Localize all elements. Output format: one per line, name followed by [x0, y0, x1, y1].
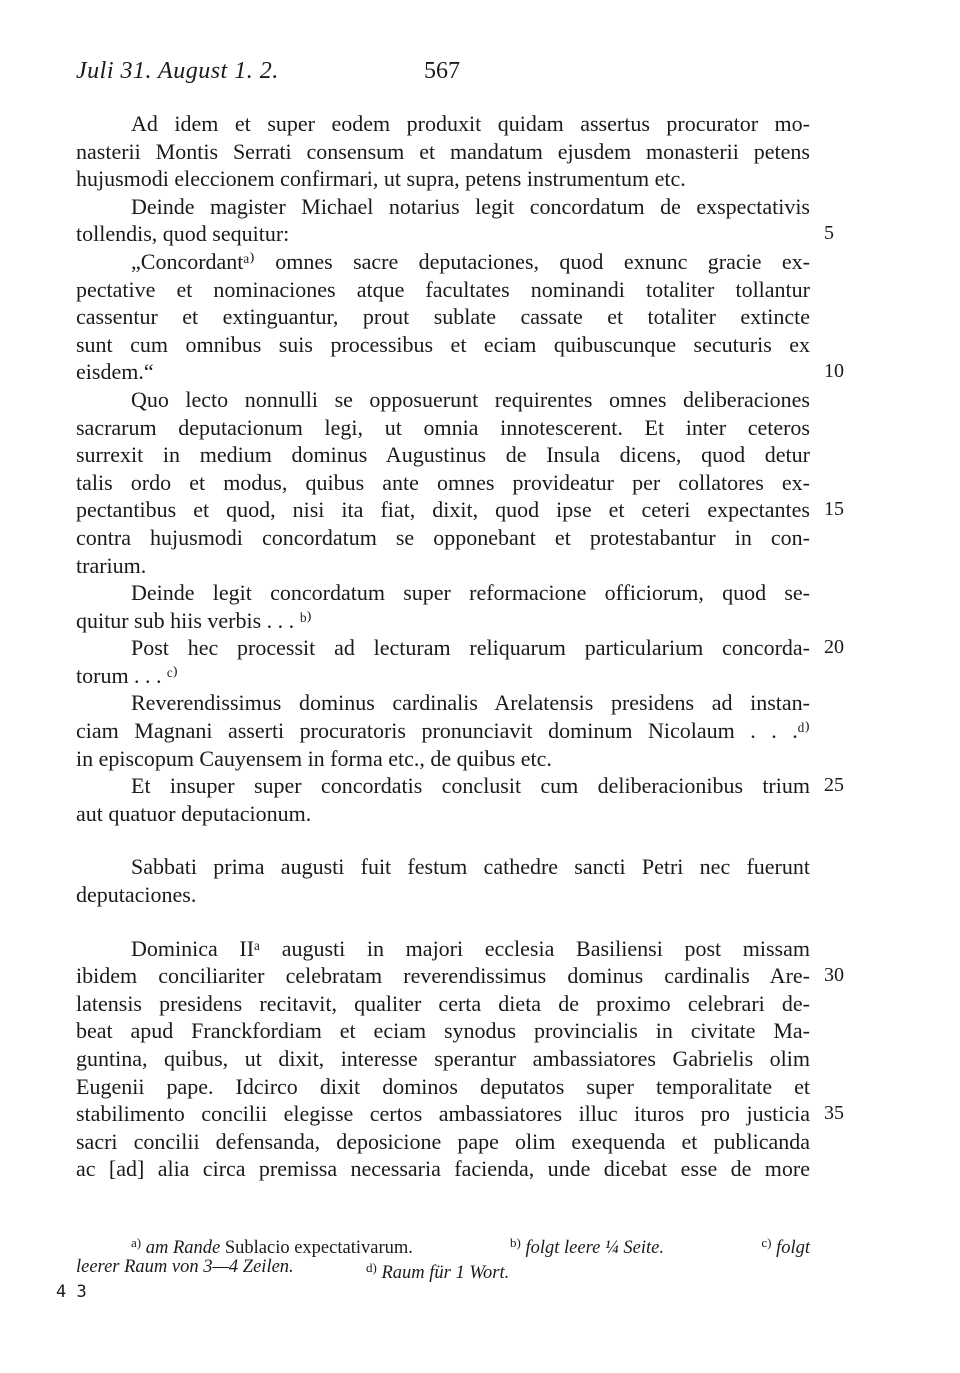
text-line	[76, 441, 810, 469]
page-number: 567	[424, 58, 460, 84]
footnote-a-text: Sublacio expectativarum.	[224, 1238, 413, 1258]
text-line	[76, 1017, 810, 1045]
line-text: Deinde magister Michael notarius legit concordatum de exspectativis	[131, 193, 810, 219]
text-line	[76, 1128, 810, 1156]
line-text: sunt cum omnibus suis processibus et eciam quibuscunque secuturis ex	[76, 331, 810, 357]
running-head: Juli 31. August 1. 2.	[76, 58, 279, 84]
signature-mark: 4 3	[56, 1282, 87, 1302]
text-line	[76, 220, 834, 248]
line-number: 10	[824, 360, 844, 383]
line-text: surrexit in medium dominus Augustinus de Insula dicens, quod detur	[76, 442, 810, 468]
footnote-c-text-2: leerer Raum von 3—4 Zeilen.	[76, 1257, 294, 1277]
text-line	[76, 634, 844, 662]
page-header	[76, 58, 810, 92]
line-text: beat apud Franckfordiam et eciam synodus provincialis in civitate Ma-	[76, 1018, 810, 1044]
text-line	[76, 1100, 844, 1128]
text-line	[76, 800, 810, 828]
line-number: 30	[824, 964, 844, 987]
text-line	[76, 414, 810, 442]
text-line	[76, 881, 810, 909]
line-number: 15	[824, 498, 844, 521]
text-line	[76, 165, 810, 193]
line-text: in episcopum Cauyensem in forma etc., de quibus etc.	[76, 745, 552, 771]
line-text: Dominica IIᵃ augusti in majori ecclesia Basiliensi post missam	[131, 935, 810, 961]
line-text: quitur sub hiis verbis . . . ᵇ⁾	[76, 607, 312, 633]
text-line	[76, 962, 844, 990]
text-line	[76, 607, 810, 635]
text-line	[76, 303, 810, 331]
text-line	[76, 772, 844, 800]
text-line	[76, 496, 844, 524]
text-line	[76, 745, 810, 773]
footnote-b-mark: b)	[510, 1235, 521, 1250]
text-line	[76, 1045, 810, 1073]
line-text: guntina, quibus, ut dixit, interesse sperantur ambassiatores Gabrielis olim	[76, 1046, 810, 1071]
text-line	[76, 1155, 810, 1183]
footnote-c-text-1: folgt	[776, 1238, 810, 1258]
line-text: cassentur et extinguantur, prout sublate cassate et totaliter extincte	[76, 304, 810, 330]
line-text: Eugenii pape. Idcirco dixit dominos deputatos super temporalitate et	[76, 1073, 810, 1099]
line-text: contra hujusmodi concordatum se opponebant et protestabantur in con-	[76, 524, 810, 550]
footnote-line-1	[76, 1230, 810, 1258]
text-line	[76, 248, 810, 276]
text-line	[76, 990, 810, 1018]
text-line	[76, 853, 810, 881]
text-line	[76, 138, 810, 166]
line-text: stabilimento concilii elegisse certos ambassiatores illuc ituros pro justicia	[76, 1101, 810, 1127]
line-number: 5	[824, 222, 834, 245]
line-text: Deinde legit concordatum super reformacione officiorum, quod se-	[131, 580, 810, 606]
text-line	[76, 386, 810, 414]
text-line	[76, 579, 810, 607]
text-line	[76, 935, 810, 963]
line-text: trarium.	[76, 552, 147, 578]
line-text: Quo lecto nonnulli se opposuerunt requirentes omnes deliberaciones	[131, 386, 810, 412]
line-text: tollendis, quod sequitur:	[76, 221, 290, 247]
text-line	[76, 193, 810, 221]
text-line	[76, 331, 810, 359]
body-text	[76, 110, 844, 1183]
line-text: nasterii Montis Serrati consensum et mandatum ejusdem monasterii petens	[76, 138, 810, 164]
text-line	[76, 717, 810, 745]
line-text: pectative et nominaciones atque facultates nominandi totaliter tollantur	[76, 276, 810, 302]
line-text: ciam Magnani asserti procuratoris pronunciavit dominum Nicolaum . . .ᵈ⁾	[76, 718, 810, 744]
line-text: Reverendissimus dominus cardinalis Arelatensis presidens ad instan-	[131, 690, 810, 716]
line-text: Post hec processit ad lecturam reliquarum particularium concorda-	[131, 635, 810, 661]
line-text: talis ordo et modus, quibus ante omnes provideatur per collatores ex-	[76, 469, 810, 495]
line-number: 25	[824, 774, 844, 797]
line-text: sacrarum deputacionum legi, ut omnia innotescerent. Et inter ceteros	[76, 414, 810, 440]
footnote-d	[366, 1255, 509, 1286]
text-line	[76, 552, 810, 580]
text-line	[76, 662, 810, 690]
line-text: eisdem.“	[76, 359, 154, 385]
line-text: sacri concilii defensanda, deposicione pape olim exequenda et publicanda	[76, 1128, 810, 1154]
text-line	[76, 524, 810, 552]
line-text: Sabbati prima augusti fuit festum cathedre sancti Petri nec fuerunt	[131, 854, 810, 880]
footnote-a-mark: a)	[131, 1235, 142, 1250]
line-number: 20	[824, 636, 844, 659]
text-line	[76, 358, 844, 386]
line-text: torum . . . ᶜ⁾	[76, 662, 179, 688]
footnote-d-text: Raum für 1 Wort.	[381, 1263, 510, 1283]
footnote-b-text: folgt leere ¼ Seite.	[525, 1238, 665, 1258]
line-text: Et insuper super concordatis conclusit cum deliberacionibus trium	[131, 773, 810, 799]
text-line	[76, 110, 810, 138]
text-line	[76, 469, 810, 497]
text-line	[76, 1073, 810, 1101]
line-text: ibidem conciliariter celebratam reverendissimus dominus cardinalis Are-	[76, 963, 810, 989]
line-text: ac [ad] alia circa premissa necessaria facienda, unde dicebat esse de more	[76, 1156, 810, 1182]
text-line	[76, 689, 810, 717]
footnote-d-mark: d)	[366, 1260, 377, 1275]
line-text: aut quatuor deputacionum.	[76, 800, 312, 826]
line-text: Ad idem et super eodem produxit quidam assertus procurator mo-	[131, 111, 810, 136]
line-number: 35	[824, 1102, 844, 1125]
line-text: latensis presidens recitavit, qualiter certa dieta de proximo celebrari de-	[76, 990, 810, 1016]
line-text: pectantibus et quod, nisi ita fiat, dixit, quod ipse et ceteri expectantes	[76, 497, 810, 523]
line-text: „Concordantᵃ⁾ omnes sacre deputaciones, quod exnunc gracie ex-	[131, 248, 810, 274]
footnote-a-label: am Rande	[145, 1238, 221, 1258]
text-line	[76, 276, 810, 304]
footnote-c-mark: c)	[761, 1235, 772, 1250]
line-text: deputaciones.	[76, 882, 197, 908]
footnote-line-2	[76, 1255, 810, 1283]
line-text: hujusmodi eleccionem confirmari, ut supra, petens instrumentum etc.	[76, 166, 686, 192]
